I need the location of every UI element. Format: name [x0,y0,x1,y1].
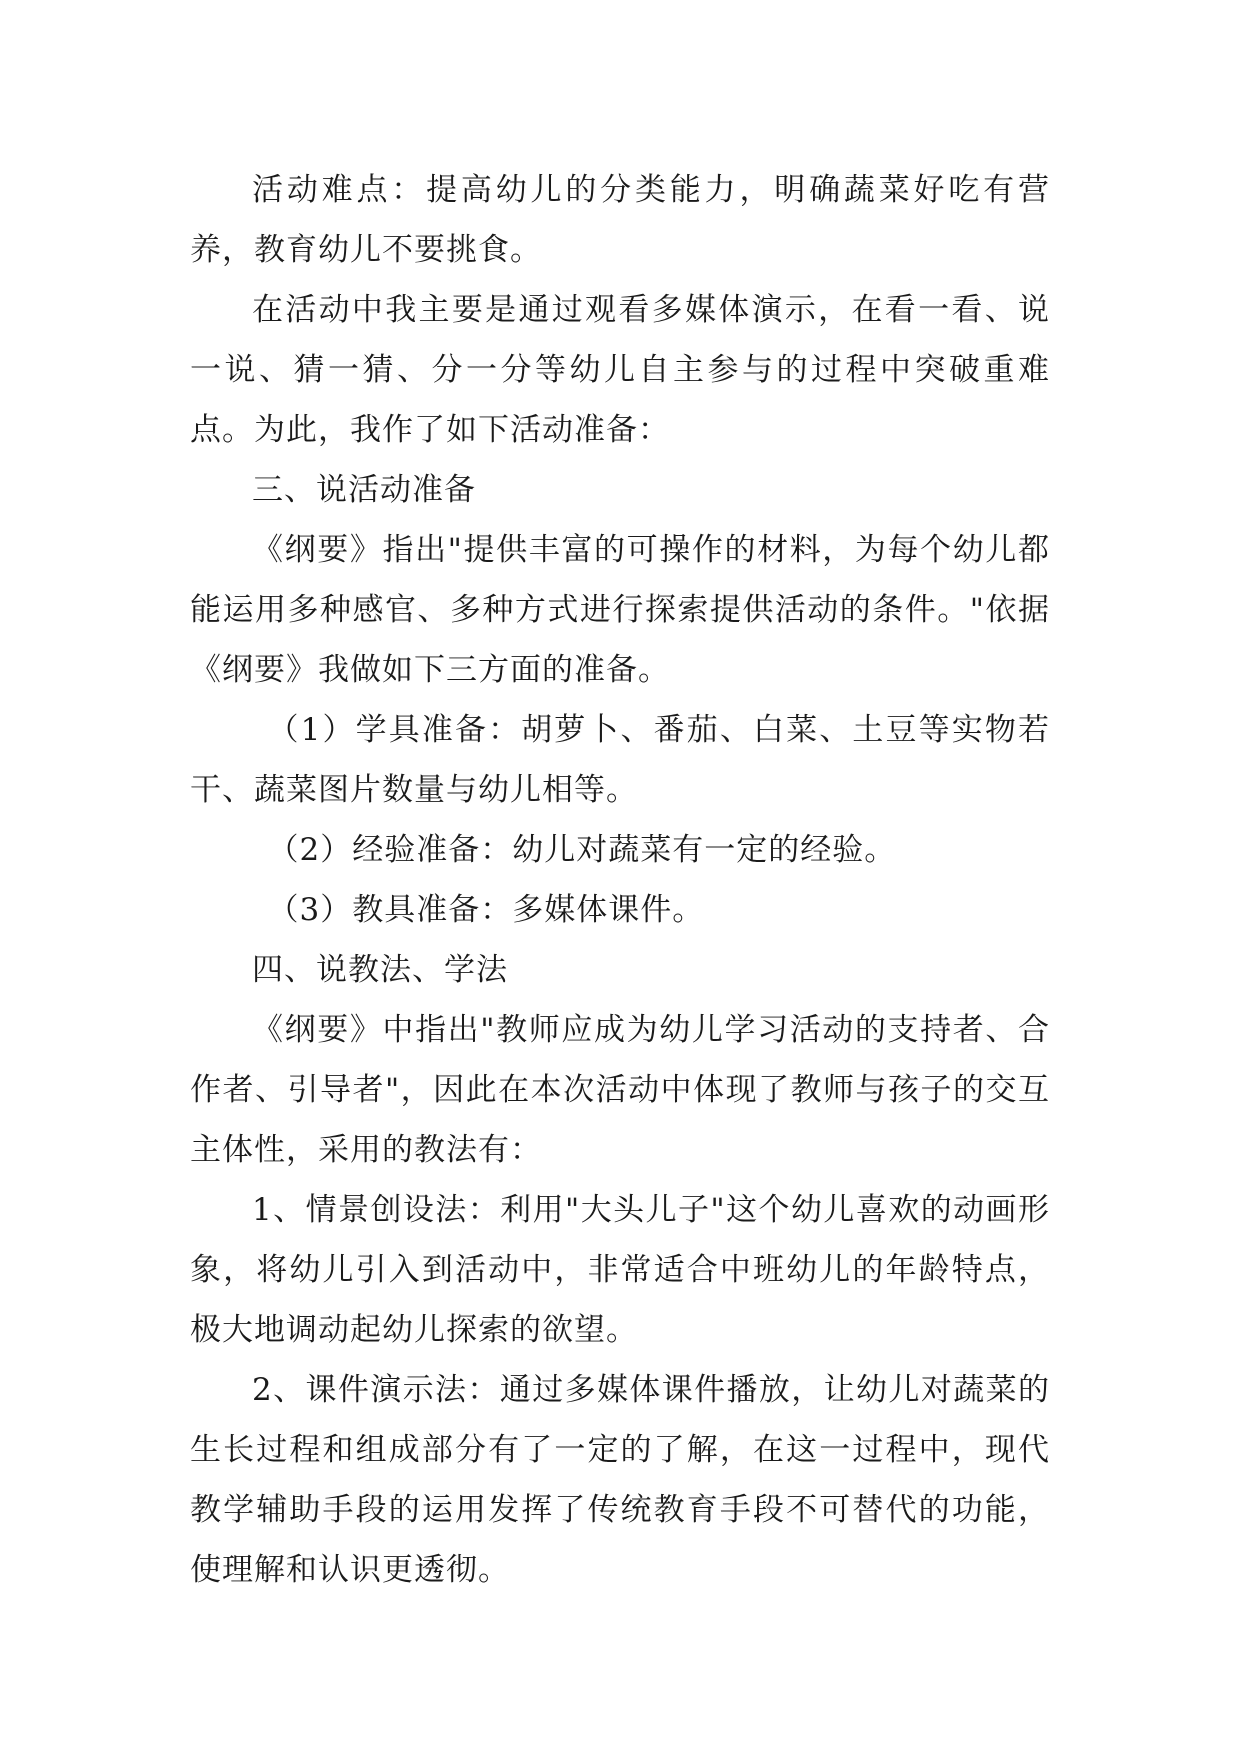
paragraph-method-overview: 在活动中我主要是通过观看多媒体演示，在看一看、说一说、猜一猜、分一分等幼儿自主参与的过程中突破重难点。为此，我作了如下活动准备： [190,292,1050,448]
paragraph-courseware-method: 2、课件演示法：通过多媒体课件播放，让幼儿对蔬菜的生长过程和组成部分有了一定的了解，在这一过程中，现代教学辅助手段的运用发挥了传统教育手段不可替代的功能，使理解和认识更透彻。 [190,1372,1050,1588]
paragraph-scenario-method: 1、情景创设法：利用"大头儿子"这个幼儿喜欢的动画形象，将幼儿引入到活动中，非常适合中班幼儿的年龄特点，极大地调动起幼儿探索的欲望。 [190,1192,1050,1348]
document-body [190,160,1050,1600]
paragraph-difficulty: 活动难点：提高幼儿的分类能力，明确蔬菜好吃有营养，教育幼儿不要挑食。 [190,172,1050,268]
list-item-learning-tools: （1）学具准备：胡萝卜、番茄、白菜、土豆等实物若干、蔬菜图片数量与幼儿相等。 [190,712,1050,808]
section-heading-preparation: 三、说活动准备 [252,472,476,508]
paragraph-outline-preparation: 《纲要》指出"提供丰富的可操作的材料，为每个幼儿都能运用多种感官、多种方式进行探索提供活动的条件。"依据《纲要》我做如下三方面的准备。 [190,532,1050,688]
list-item-teaching-tools: （3）教具准备：多媒体课件。 [267,892,705,928]
paragraph-outline-methods: 《纲要》中指出"教师应成为幼儿学习活动的支持者、合作者、引导者"，因此在本次活动中体现了教师与孩子的交互主体性，采用的教法有： [190,1012,1050,1168]
section-heading-methods: 四、说教法、学法 [252,952,508,988]
list-item-experience: （2）经验准备：幼儿对蔬菜有一定的经验。 [267,832,897,868]
